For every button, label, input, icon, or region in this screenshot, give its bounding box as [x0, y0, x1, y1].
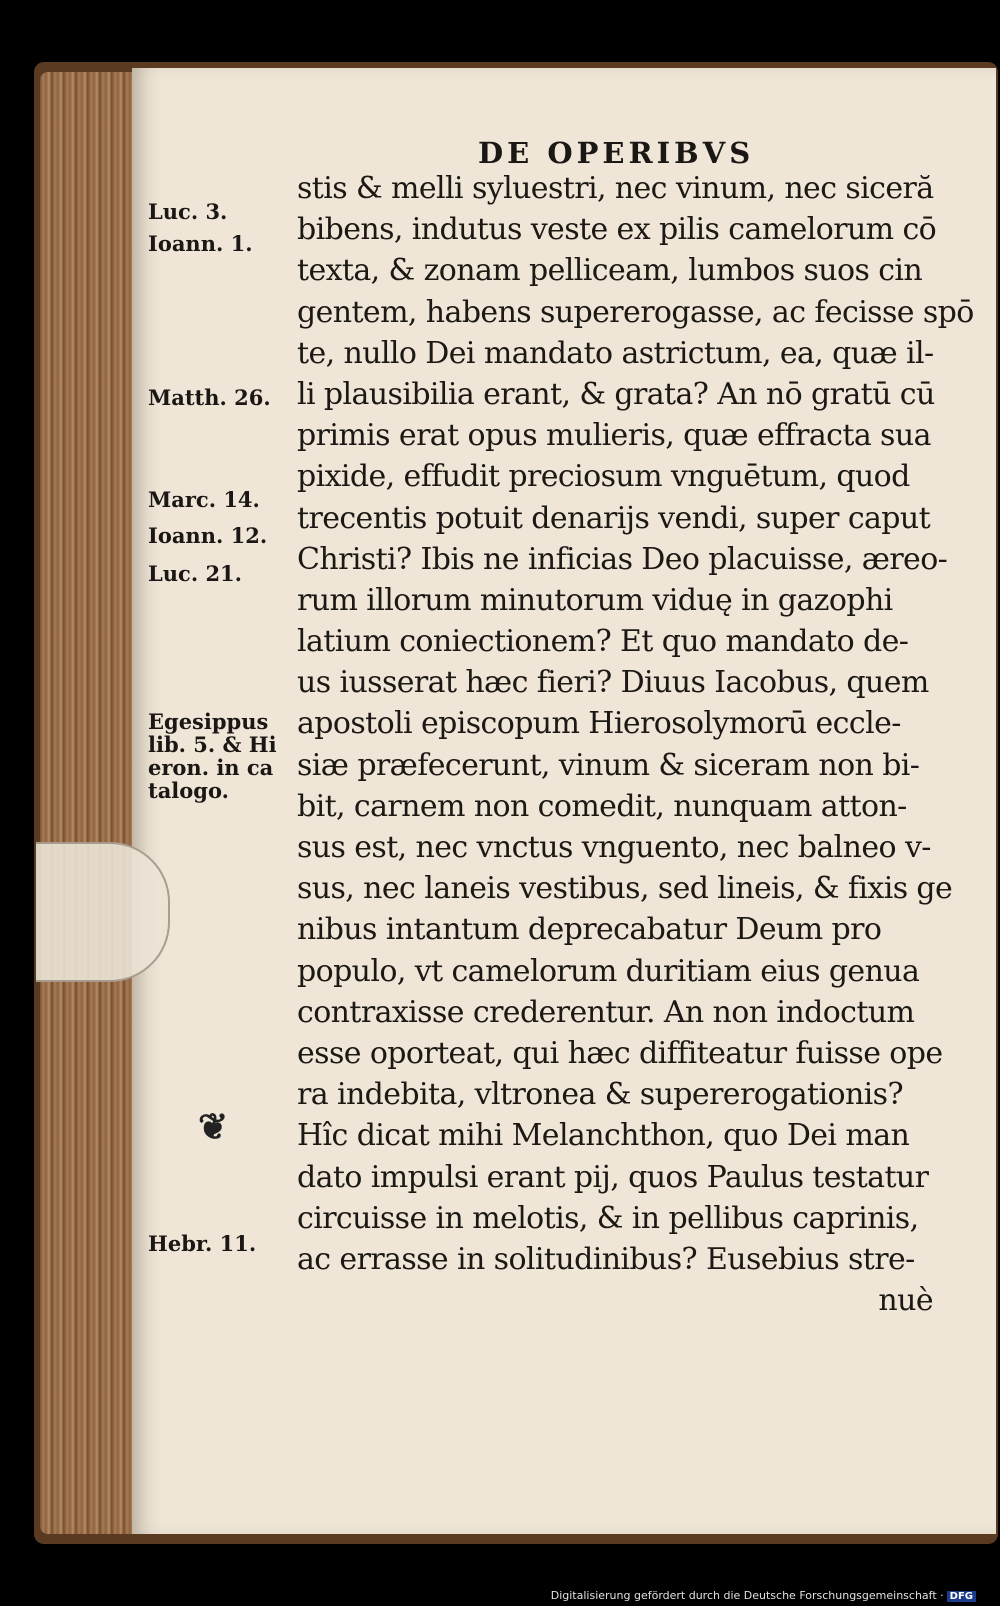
margin-note: Marc. 14. [148, 487, 260, 512]
text-line: ac errasse in solitudinibus? Eusebius stre- [297, 1241, 915, 1277]
text-line: sus, nec laneis vestibus, sed lineis, & fixis ge [297, 871, 953, 907]
text-line: us iusserat hæc fieri? Diuus Iacobus, quem [297, 665, 929, 701]
credit-text: Digitalisierung gefördert durch die Deutsche Forschungsgemeinschaft · [550, 1589, 944, 1602]
margin-note: Luc. 21. [148, 561, 242, 586]
catchword: nuè [878, 1283, 933, 1319]
text-line: texta, & zonam pelliceam, lumbos suos cin [297, 253, 923, 289]
digitization-credit [551, 1589, 976, 1602]
text-line: stis & melli syluestri, nec vinum, nec siceră [297, 171, 934, 206]
text-line: ra indebita, vltronea & supererogationis? [297, 1077, 903, 1113]
margin-note: Ioann. 1. [148, 231, 253, 256]
text-line: pixide, effudit preciosum vnguētum, quod [297, 459, 910, 495]
text-line: Christi? Ibis ne inficias Deo placuisse, æreo- [297, 541, 948, 577]
margin-note: Ioann. 12. [148, 523, 268, 548]
text-line: contraxisse crederentur. An non indoctum [297, 994, 915, 1030]
text-line: rum illorum minutorum viduę in gazophi [297, 582, 893, 618]
page-clip [36, 842, 170, 982]
running-head: DE OPERIBVS [478, 136, 755, 170]
text-line: trecentis potuit denarijs vendi, super caput [297, 500, 931, 536]
text-line: populo, vt camelorum duritiam eius genua [297, 953, 920, 989]
text-line: nibus intantum deprecabatur Deum pro [297, 912, 882, 948]
dfg-logo: DFG [947, 1591, 976, 1602]
text-line: apostoli episcopum Hierosolymorū eccle- [297, 706, 901, 742]
text-line: li plausibilia erant, & grata? An nō gratū cū [297, 376, 935, 412]
text-line: esse oporteat, qui hæc diffiteatur fuisse ope [297, 1035, 943, 1071]
text-line: circuisse in melotis, & in pellibus caprinis, [297, 1200, 919, 1236]
text-line: Hîc dicat mihi Melanchthon, quo Dei man [297, 1118, 910, 1154]
text-line: gentem, habens supererogasse, ac fecisse spō [297, 294, 974, 330]
text-line: bit, carnem non comedit, nunquam atton- [297, 788, 907, 824]
text-line: latium coniectionem? Et quo mandato de- [297, 624, 909, 660]
text-line: sus est, nec vnctus vnguento, nec balneo v- [297, 830, 931, 865]
text-line: te, nullo Dei mandato astrictum, ea, quæ il- [297, 335, 934, 371]
fleuron-icon: ❦ [198, 1106, 229, 1148]
text-line: primis erat opus mulieris, quæ effracta sua [297, 418, 931, 454]
page-edges [40, 72, 132, 1534]
text-line: siæ præfecerunt, vinum & siceram non bi- [297, 747, 920, 783]
margin-note: Hebr. 11. [148, 1231, 257, 1256]
text-line: bibens, indutus veste ex pilis camelorum cō [297, 212, 937, 248]
margin-note: Egesippus lib. 5. & Hi eron. in ca talogo. [148, 709, 277, 803]
text-line: dato impulsi erant pij, quos Paulus testatur [297, 1159, 929, 1195]
margin-note: Luc. 3. [148, 199, 228, 224]
body-text [297, 168, 974, 1321]
margin-note: Matth. 26. [148, 385, 271, 410]
